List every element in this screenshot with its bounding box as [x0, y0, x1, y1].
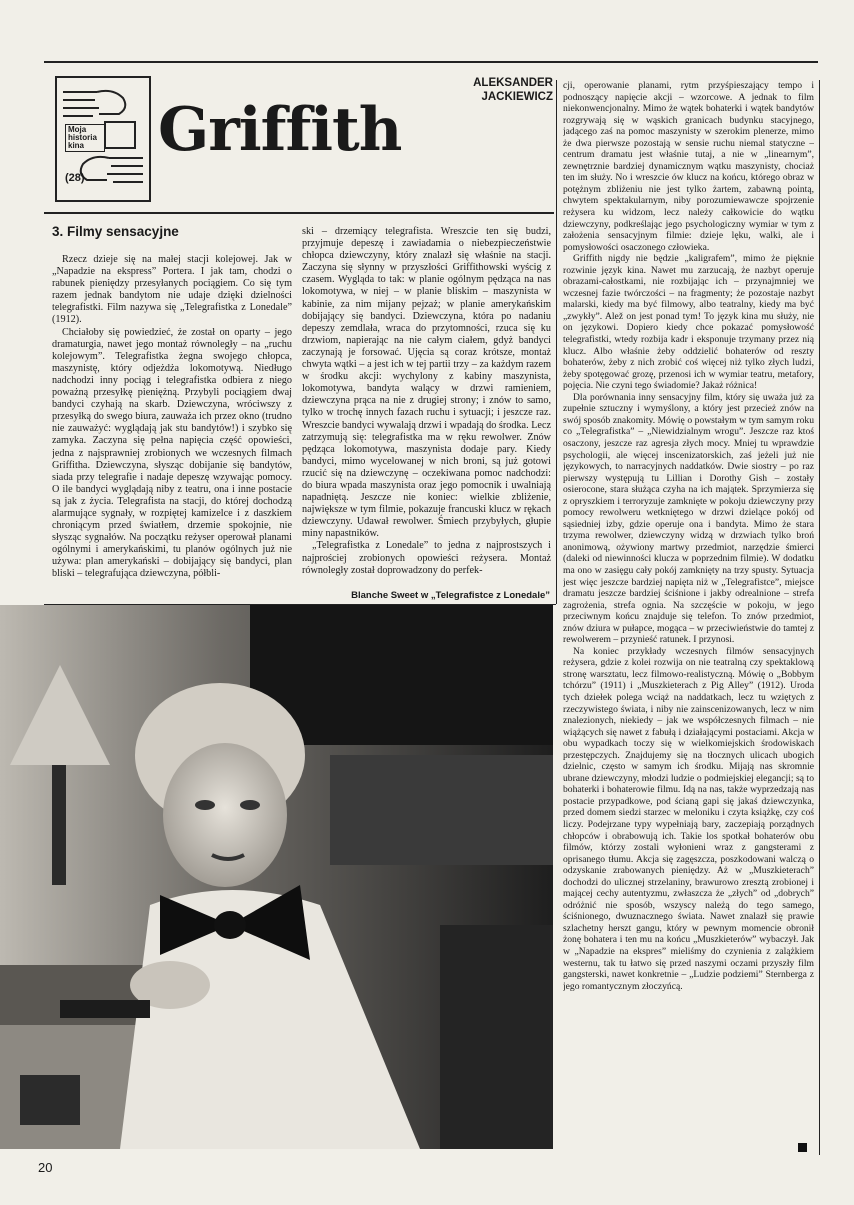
page-title: Griffith [158, 95, 402, 165]
page-number: 20 [38, 1160, 53, 1175]
header-bottom-rule [44, 212, 554, 214]
paragraph: Rzecz dzieje się na małej stacji kolejowej. Jak w „Napadzie na ekspress” Portera. I jak tam, chodzi o rabunek pieniędzy przesyłanych pociągiem. Co się tym razem jednak bandytom nie udaje dzięki dzielności telegrafistki. Film nazywa się „Telegrafistka z Lonedale” (1912). [52, 254, 292, 326]
paragraph: Dla porównania inny sensacyjny film, który się uważa już za zupełnie sztuczny i wymyślony, a który jest przecież znów na swój sposób znakomity. Mówię o powstałym w tym samym roku co „Telegrafistka” – „Niewidzialnym wrogu”. Jeszcze raz ktoś osaczony, jeszcze raz agresja złych mocy. Mniej tu wprawdzie psychologii, ale więcej inscenizatorskich, zaś jeżeli już nie językowych, to narracyjnych naddatków. Dwie siostry – po raz pierwszy występują tu Lillian i Dorothy Gish – zostały osierocone, stara służąca czyha na ich majątek. Sprzymierza się z opryszkiem i terroryzuje zamknięte w pokoju dziewczyny przy pomocy rewolweru wetkniętego w drzwi dzielące pokój od sąsiedniej izby, gdzie operuje ona i bandyta. Mimo że stara trzyma rewolwer, dziewczyny widzą w drzwiach tylko broń anonimową, ożywiony martwy przedmiot, narzędzie śmierci (daleki od niewinności klucza w poprzednim filmie). W dodatku ma ono w zasięgu cały pokój zamknięty na trzy spusty. Sytuacja jest więc jeszcze bardziej napięta niż w „Telegrafistce”, miejsce dramatu jeszcze bardziej ściśnione i jakby odrealnione – strefa zagrożenia, strefa ognia. Na szczęście w pokoju, w jego przeciwnym końcu znajduje się telefon. To znów przedmiot, znów dziura w pułapce, mogąca – w przeciwieństwie do tamtej z rewolwerem – przynieść ratunek. I przynosi. [563, 391, 814, 646]
film-still-photo [0, 605, 553, 1149]
author-last-name: JACKIEWICZ [481, 91, 553, 103]
article-column-2 [302, 226, 551, 584]
photo-caption: Blanche Sweet w „Telegrafistce z Lonedale” [351, 590, 550, 601]
paragraph: Chciałoby się powiedzieć, że został on oparty – jego dramaturgia, nawet jego montaż równoległy – na „ruchu kolejowym”. Telegrafistka żegna swojego chłopca, maszynistę, który odjeżdża lokomotywą. Niedługo nadchodzi inny pociąg i telegrafistka odbiera z niego poważną przesyłkę pieniężną. Przybyli pociągiem dwaj bandyci czyhają na skarb. Dziewczyna, wróciwszy z przesyłką do swego biura, zauważa ich przez okno (trudno nie zauważyć: wyglądają jak stu bandytów!) i szybko się zamyka. Zaczyna się pełna napięcia część opowieści, jedna z najsprawniej zrobionych we wczesnych filmach Griffitha. Dziewczyna, słysząc dobijanie się bandytów, siada przy telegrafie i nadaje depeszę wzywając pomocy. O ile bandyci wyglądają niby z teatru, ona i inne postacie są jak z życia. Telegrafista na stacji, do której dochodzą alarmujące sygnały, w rozpiętej kamizelce i z daszkiem chroniącym przed światłem, drzemie spokojnie, nie słysząc sygnałów. Na początku reżyser operował planami ogólnymi i amerykańskimi, tu planów ogólnych już nie używa: plan amerykański – dobijający się bandyci, plan bliski – telegrafująca dziewczyna, półbli- [52, 326, 292, 580]
series-number: (28) [65, 172, 85, 184]
series-logo [55, 76, 151, 202]
top-rule [44, 61, 818, 63]
article-column-3 [563, 80, 814, 1132]
column-divider-right [556, 80, 557, 604]
end-mark-icon [798, 1143, 807, 1152]
paragraph: ski – drzemiący telegrafista. Wreszcie ten się budzi, przyjmuje depeszę i zawiadamia o niebezpieczeństwie chłopca dziewczyny, który znalazł się właśnie na stacji. Zaczyna się słynny w przyszłości Griffithowski wyścig z czasem. Wygląda to tak: w planie ogólnym pędząca na nas lokomotywa, w niej – w planie bliskim – maszynista w kabinie, za nim mijany pejzaż; w planie amerykańskim dobijający się bandyci. Dziewczyna, która po nadaniu depeszy zemdlała, wraca do przytomności, rzuca się ku drzwiom, napierając na nie całym ciałem, gdyż bandyci zaczynają je forsować. Ujęcia są coraz krótsze, montaż chwyta wątki – a jest ich w tej partii trzy – za każdym razem w środku akcji: wychylony z kabiny maszynista, lokomotywa, bandyta walący w drzwi ramieniem, dziewczyna prąca na nie z drugiej strony; i znów to samo, tylko w trochę innych fazach ruchu i sytuacji; i jeszcze raz. Wreszcie bandyci wywalają drzwi i wpadają do środka. Lecz zatrzymują się: telegrafistka ma w ręku rewolwer. Znów pędząca lokomotywa, maszynista dodaje pary. Kiedy bandyci, mimo wycelowanej w nich broni, są już gotowi rzucić się na dziewczynę – oczekiwana pomoc nadchodzi: do biura wpada maszynista oraz jego pomocnik i uwalniają napadniętą. Jeszcze nie koniec: wielkie zbliżenie, największe w tym filmie, pokazuje francuski klucz w rękach dziewczyny. Udawał rewolwer. Śmiech przybyłych, głupie miny napastników. [302, 226, 551, 540]
paragraph: „Telegrafistka z Lonedale” to jedna z najprostszych i najprościej zrobionych opowieści reżysera. Montaż równoległy został doprowadzony do perfek- [302, 540, 551, 576]
paragraph: cji, operowanie planami, rytm przyśpieszający tempo i podnoszący napięcie akcji – wzorcowe. A jednak to film niekonwencjonalny. Mimo że wątek bohaterki i wątek bandytów rozgrywają się w wąskich granicach budynku stacyjnego, jadącego zaś na pomoc maszynisty w szerokim plenerze, mimo że dwa pierwsze pozostają w sensie ruchu niemal statyczne – centrum dramatu jest właśnie tutaj, a nie w „linearnym”, zewnętrznie bardziej dynamicznym wątku maszynisty, chociaż ten im służy. No i wreszcie ów klucz na końcu, którego obraz w potężnym zbliżeniu nie jest tylko żartem, zabawną pointą, chwytem spektakularnym, niby porozumiewawcze spojrzenie reżysera ku widzom, lecz należy całkowicie do wątku dziewczyny, podkreślając jego psychologiczny wymiar w tym z założenia sensacyjnym filmie: dzieje lęku, walki, ale i pomysłowości osaczonego człowieka. [563, 80, 814, 253]
author-first-name: ALEKSANDER [473, 77, 553, 89]
section-title: 3. Filmy sensacyjne [52, 224, 179, 239]
right-column-rule [819, 80, 820, 1155]
film-still-illustration [0, 605, 553, 1149]
paragraph: Na koniec przykłady wczesnych filmów sensacyjnych reżysera, gdzie z kolei rozwija on nie teatralną czy spektaklową stronę warsztatu, lecz filmowo-realistyczną. Mówię o „Bobbym tchórzu” (1911) i „Muszkieterach z Pig Alley” (1912). Uroda tych dziełek polega wciąż na naddatkach, lecz tu wziętych z rzeczywistego świata, i niby nie zainscenizowanych, lecz w nim znalezionych, niekiedy – jak we współczesnych filmach – nie wiążących się nawet z fabułą i działającymi postaciami. Akcja w obu wypadkach toczy się w wielkomiejskich środowiskach przestępczych. Znajdujemy się na tłocznych ulicach ubogich dzielnic, często w samym ich środku. Mijają nas skromnie ubrane dziewczyny, młodzi ludzie o podmiejskiej elegancji; są to bohaterki i bohaterowie filmu. Idą na nas, także wyprzedzają nas postacie przypadkowe, pod ścianą gapi się jakaś dziewczynka, przed domem siedzi starzec w meloniku i czyta książkę, czy coś liczy. Podejrzane typy wypełniają bary, zaczepiają porządnych chłopców i obrabowują ich. Takie los spotkał bohaterów obu filmów, którzy zostali wyłonieni wraz z gangsterami z oprisanego tłumu. Akcja się zagęszcza, poszkodowani walczą o odzyskanie zrabowanych pieniędzy. Aż w „Muszkieterach” dochodzi do ulicznej strzelaniny, brawurowo zresztą zrobionej i mającej cechy autentyzmu, zwłaszcza że „złych” od „dobrych” odróżnić nie sposób, wszyscy należą do tego samego, ściśnionego, dwuznacznego świata. Nawet znalazł się prawie szlachetny herszt gangu, który w pewnym momencie obronił żonę bohatera i ten mu na końcu „Muszkieterów” wybaczył. Jak w „Napadzie na ekspres” mieliśmy do czynienia z zalążkiem westernu, tak tu łatwo się przed naszymi oczami przyszły film gangsterski, nawet konkretnie – „Ludzie podziemi” Sternberga z jego romantycznym złoczyńcą. [563, 645, 814, 992]
series-label: Moja historia kina [65, 124, 105, 152]
paragraph: Griffith nigdy nie będzie „kaligrafem”, mimo że pięknie rozwinie język kina. Nawet mu zarzucają, że nazbyt operuje obrazami-całostkami, nie rozbijając ich – przynajmniej we wczesnej fazie twórczości – na fragmenty; że pozostaje nazbyt malarski, kiedy ma być filmowy, albo teatralny, kiedy ma być „zwykły”. Alež on jest ponad tym! To język kina mu służy, nie on językowi. Dopiero kiedy chce pokazać pomysłowość telegrafistki, wtedy rozbija kadr i eksponuje trzymany przez nią klucz. Albo właśnie żeby oddzielić bohaterów od reszty bohaterów, żeby z nich zrobić coś więcej niż tylko złych ludzi, żeby spotęgować grozę, przenosi ich w wymiar teatru, metafory, pojęcia. Nie czyni tego świadomie? Jakaż różnica! [563, 253, 814, 392]
article-column-1 [52, 254, 292, 592]
author-name [436, 76, 553, 104]
